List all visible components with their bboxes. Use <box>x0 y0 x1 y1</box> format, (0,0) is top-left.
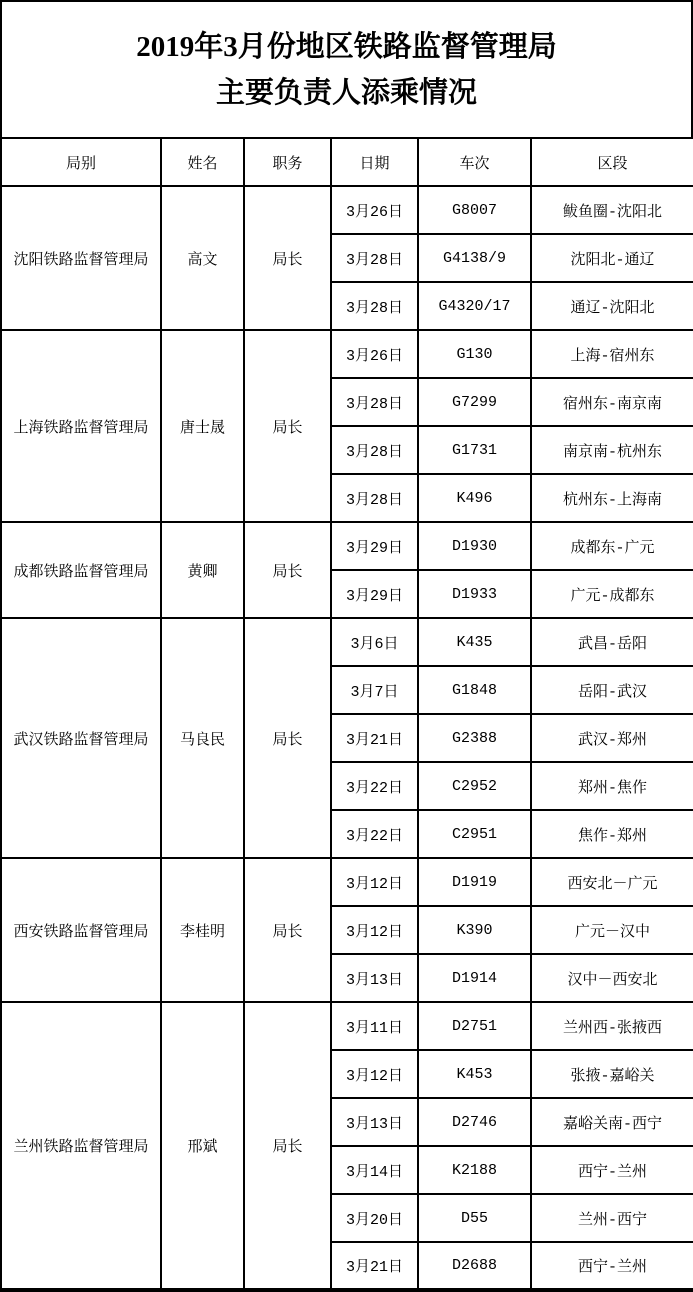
section-cell: 岳阳-武汉 <box>531 666 693 714</box>
date-cell: 3月28日 <box>331 426 418 474</box>
train-cell: K2188 <box>418 1146 531 1194</box>
date-cell: 3月28日 <box>331 474 418 522</box>
bureau-cell: 成都铁路监督管理局 <box>1 522 161 618</box>
header-bureau: 局别 <box>1 138 161 186</box>
name-cell: 黄卿 <box>161 522 244 618</box>
date-cell: 3月13日 <box>331 1098 418 1146</box>
section-cell: 广元-成都东 <box>531 570 693 618</box>
section-cell: 成都东-广元 <box>531 522 693 570</box>
train-cell: G4320/17 <box>418 282 531 330</box>
date-cell: 3月26日 <box>331 330 418 378</box>
header-train: 车次 <box>418 138 531 186</box>
train-cell: G2388 <box>418 714 531 762</box>
train-cell: G4138/9 <box>418 234 531 282</box>
section-cell: 宿州东-南京南 <box>531 378 693 426</box>
table-header <box>1 138 693 186</box>
section-cell: 杭州东-上海南 <box>531 474 693 522</box>
header-section: 区段 <box>531 138 693 186</box>
train-cell: G1848 <box>418 666 531 714</box>
bureau-cell: 武汉铁路监督管理局 <box>1 618 161 858</box>
date-cell: 3月28日 <box>331 234 418 282</box>
train-cell: G1731 <box>418 426 531 474</box>
name-cell: 李桂明 <box>161 858 244 1002</box>
section-cell: 张掖-嘉峪关 <box>531 1050 693 1098</box>
section-cell: 通辽-沈阳北 <box>531 282 693 330</box>
date-cell: 3月22日 <box>331 810 418 858</box>
position-cell: 局长 <box>244 1002 331 1290</box>
section-cell: 兰州西-张掖西 <box>531 1002 693 1050</box>
header-position: 职务 <box>244 138 331 186</box>
header-date: 日期 <box>331 138 418 186</box>
table-row <box>1 330 693 378</box>
train-cell: K496 <box>418 474 531 522</box>
train-cell: K390 <box>418 906 531 954</box>
section-cell: 武汉-郑州 <box>531 714 693 762</box>
bureau-cell: 上海铁路监督管理局 <box>1 330 161 522</box>
date-cell: 3月20日 <box>331 1194 418 1242</box>
date-cell: 3月12日 <box>331 906 418 954</box>
position-cell: 局长 <box>244 858 331 1002</box>
section-cell: 武昌-岳阳 <box>531 618 693 666</box>
section-cell: 南京南-杭州东 <box>531 426 693 474</box>
table-row <box>1 858 693 906</box>
date-cell: 3月7日 <box>331 666 418 714</box>
section-cell: 鲅鱼圈-沈阳北 <box>531 186 693 234</box>
date-cell: 3月12日 <box>331 858 418 906</box>
train-cell: D55 <box>418 1194 531 1242</box>
date-cell: 3月29日 <box>331 570 418 618</box>
section-cell: 广元－汉中 <box>531 906 693 954</box>
date-cell: 3月12日 <box>331 1050 418 1098</box>
name-cell: 唐士晟 <box>161 330 244 522</box>
section-cell: 郑州-焦作 <box>531 762 693 810</box>
section-cell: 西宁-兰州 <box>531 1146 693 1194</box>
date-cell: 3月14日 <box>331 1146 418 1194</box>
table-body <box>1 186 693 1290</box>
section-cell: 西宁-兰州 <box>531 1242 693 1290</box>
date-cell: 3月21日 <box>331 714 418 762</box>
train-cell: K435 <box>418 618 531 666</box>
date-cell: 3月21日 <box>331 1242 418 1290</box>
table-row <box>1 618 693 666</box>
date-cell: 3月28日 <box>331 378 418 426</box>
section-cell: 西安北－广元 <box>531 858 693 906</box>
train-cell: C2952 <box>418 762 531 810</box>
name-cell: 邢斌 <box>161 1002 244 1290</box>
section-cell: 沈阳北-通辽 <box>531 234 693 282</box>
train-cell: D2688 <box>418 1242 531 1290</box>
train-cell: G130 <box>418 330 531 378</box>
position-cell: 局长 <box>244 186 331 330</box>
date-cell: 3月29日 <box>331 522 418 570</box>
section-cell: 兰州-西宁 <box>531 1194 693 1242</box>
train-cell: D2746 <box>418 1098 531 1146</box>
train-cell: D1914 <box>418 954 531 1002</box>
bureau-cell: 西安铁路监督管理局 <box>1 858 161 1002</box>
position-cell: 局长 <box>244 330 331 522</box>
date-cell: 3月22日 <box>331 762 418 810</box>
header-name: 姓名 <box>161 138 244 186</box>
section-cell: 嘉峪关南-西宁 <box>531 1098 693 1146</box>
page-title-line1: 2019年3月份地区铁路监督管理局 <box>136 30 557 63</box>
table-row <box>1 522 693 570</box>
train-cell: D1933 <box>418 570 531 618</box>
bureau-cell: 沈阳铁路监督管理局 <box>1 186 161 330</box>
page-title-line2: 主要负责人添乘情况 <box>215 76 477 109</box>
section-cell: 上海-宿州东 <box>531 330 693 378</box>
riding-record-table <box>0 137 693 1292</box>
train-cell: D2751 <box>418 1002 531 1050</box>
date-cell: 3月26日 <box>331 186 418 234</box>
date-cell: 3月6日 <box>331 618 418 666</box>
position-cell: 局长 <box>244 618 331 858</box>
date-cell: 3月11日 <box>331 1002 418 1050</box>
train-cell: G7299 <box>418 378 531 426</box>
date-cell: 3月28日 <box>331 282 418 330</box>
section-cell: 焦作-郑州 <box>531 810 693 858</box>
table-header-row <box>1 138 693 186</box>
bureau-cell: 兰州铁路监督管理局 <box>1 1002 161 1290</box>
section-cell: 汉中－西安北 <box>531 954 693 1002</box>
train-cell: D1919 <box>418 858 531 906</box>
train-cell: D1930 <box>418 522 531 570</box>
date-cell: 3月13日 <box>331 954 418 1002</box>
table-row <box>1 1002 693 1050</box>
train-cell: G8007 <box>418 186 531 234</box>
train-cell: K453 <box>418 1050 531 1098</box>
name-cell: 高文 <box>161 186 244 330</box>
name-cell: 马良民 <box>161 618 244 858</box>
table-row <box>1 186 693 234</box>
position-cell: 局长 <box>244 522 331 618</box>
page-title <box>0 0 693 137</box>
train-cell: C2951 <box>418 810 531 858</box>
